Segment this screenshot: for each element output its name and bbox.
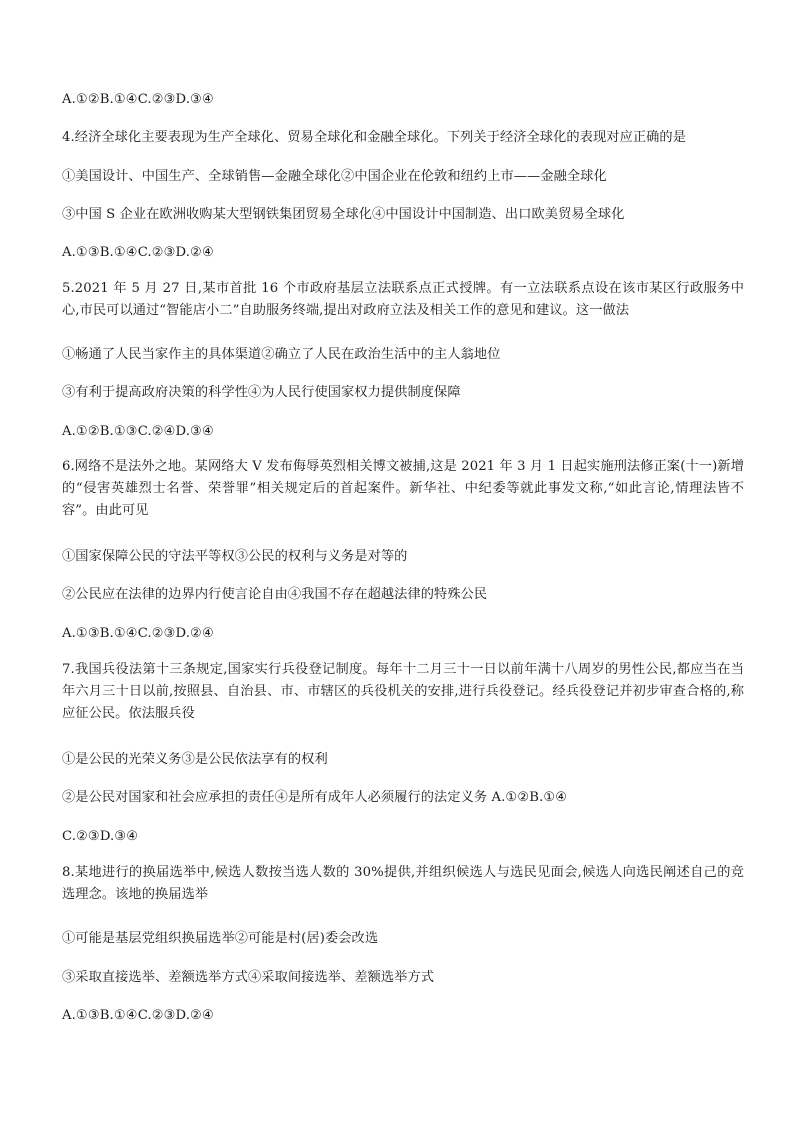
q5-stem: 5.2021 年 5 月 27 日,某市首批 16 个市政府基层立法联系点正式授牌。有一立法联系点设在该市某区行政服务中心,市民可以通过“智能店小二”自助服务终端,提出对政府立法及相关工作的意见和建议。这一做法 bbox=[62, 281, 744, 318]
q3-options: A.①②B.①④C.②③D.③④ bbox=[62, 92, 214, 107]
q7-options: C.②③D.③④ bbox=[62, 829, 139, 844]
q6-statement-1-3: ①国家保障公民的守法平等权③公民的权利与义务是对等的 bbox=[62, 549, 408, 564]
q7-statement-1-3: ①是公民的光荣义务③是公民依法享有的权利 bbox=[62, 752, 328, 767]
q6-stem: 6.网络不是法外之地。某网络大 V 发布侮辱英烈相关博文被捕,这是 2021 年 3 月 1 日起实施刑法修正案(十一)新增的“侵害英雄烈士名誉、荣誉罪”相关规定后的首起案件。新华社、中纪委等就此事发文称,“如此言论,情理法皆不容”。由此可见 bbox=[62, 459, 744, 518]
q4-options: A.①③B.①④C.②③D.②④ bbox=[62, 245, 214, 260]
q4-stem: 4.经济全球化主要表现为生产全球化、贸易全球化和金融全球化。下列关于经济全球化的表现对应正确的是 bbox=[62, 130, 687, 145]
q4-statement-1-2: ①美国设计、中国生产、全球销售—金融全球化②中国企业在伦敦和纽约上市——金融全球化 bbox=[62, 169, 607, 184]
q8-statement-1-2: ①可能是基层党组织换届选举②可能是村(居)委会改选 bbox=[62, 931, 379, 946]
q5-options: A.①②B.①③C.②④D.③④ bbox=[62, 424, 214, 439]
q8-stem: 8.某地进行的换届选举中,候选人数按当选人数的 30%提供,并组织候选人与选民见面会,候选人向选民阐述自己的竞选理念。该地的换届选举 bbox=[62, 865, 744, 902]
q7-stem: 7.我国兵役法第十三条规定,国家实行兵役登记制度。每年十二月三十一日以前年满十八周岁的男性公民,都应当在当年六月三十日以前,按照县、自治县、市、市辖区的兵役机关的安排,进行兵役登记。经兵役登记并初步审查合格的,称应征公民。依法服兵役 bbox=[62, 662, 744, 721]
q5-statement-3-4: ③有利于提高政府决策的科学性④为人民行使国家权力提供制度保障 bbox=[62, 385, 461, 400]
q4-statement-3-4: ③中国 S 企业在欧洲收购某大型钢铁集团贸易全球化④中国设计中国制造、出口欧美贸易全球化 bbox=[62, 207, 625, 222]
q8-options: A.①③B.①④C.②③D.②④ bbox=[62, 1008, 214, 1023]
q5-statement-1-2: ①畅通了人民当家作主的具体渠道②确立了人民在政治生活中的主人翁地位 bbox=[62, 347, 501, 362]
q7-statement-2-4: ②是公民对国家和社会应承担的责任④是所有成年人必须履行的法定义务 A.①②B.①④ bbox=[62, 790, 568, 805]
q6-statement-2-4: ②公民应在法律的边界内行使言论自由④我国不存在超越法律的特殊公民 bbox=[62, 587, 488, 602]
q8-statement-3-4: ③采取直接选举、差额选举方式④采取间接选举、差额选举方式 bbox=[62, 970, 435, 985]
q6-options: A.①③B.①④C.②③D.②④ bbox=[62, 626, 214, 641]
